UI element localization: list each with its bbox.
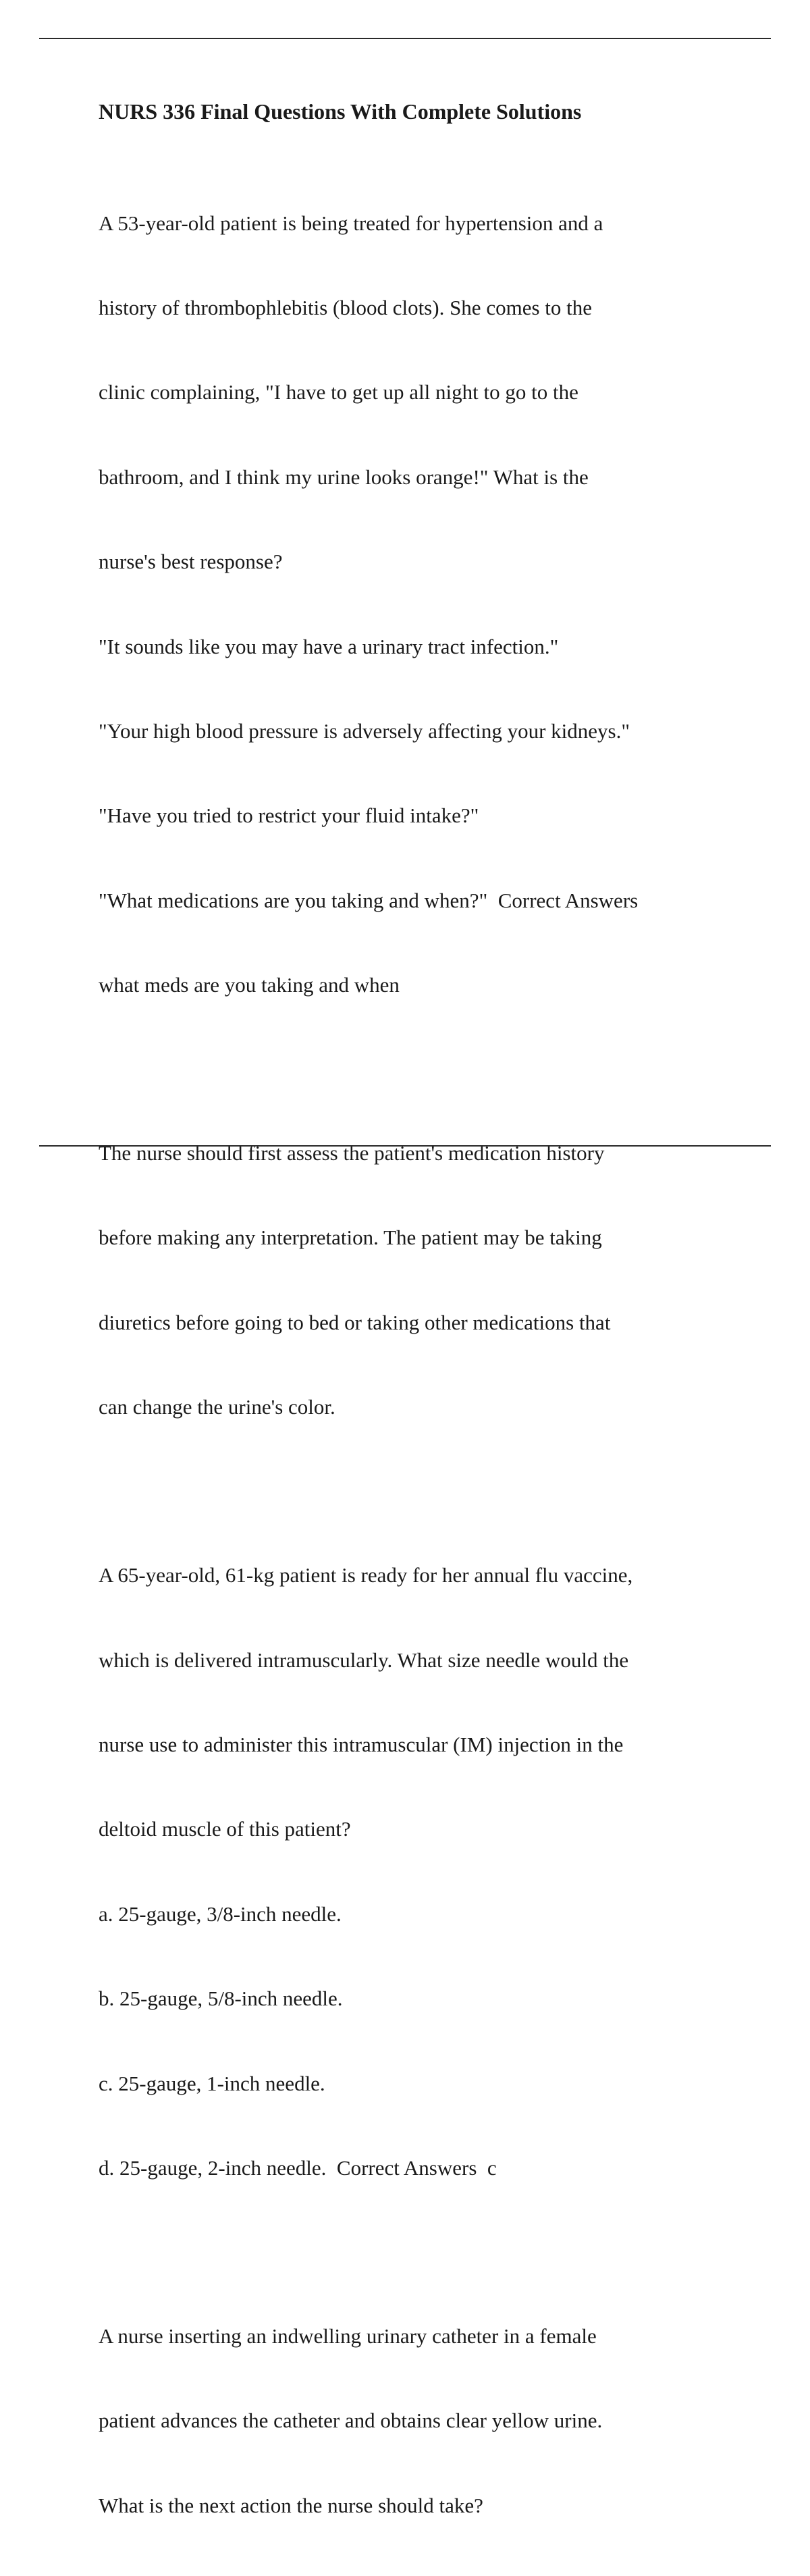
answer-option: a. 25-gauge, 3/8-inch needle. <box>99 1901 342 1926</box>
text-line: A nurse inserting an indwelling urinary catheter in a female <box>99 2323 597 2348</box>
rationale-block <box>99 1083 760 1478</box>
correct-answer: what meds are you taking and when <box>99 973 400 997</box>
document-title: NURS 336 Final Questions With Complete Solutions <box>99 99 582 124</box>
answer-option: "Your high blood pressure is adversely affecting your kidneys." <box>99 718 630 743</box>
answer-option: "It sounds like you may have a urinary tract infection." <box>99 634 559 658</box>
text-line: A 65-year-old, 61-kg patient is ready for her annual flu vaccine, <box>99 1563 633 1587</box>
document-body <box>99 97 760 2576</box>
text-line: which is delivered intramuscularly. What size needle would the <box>99 1648 629 1672</box>
answer-option: d. 25-gauge, 2-inch needle. Correct Answers c <box>99 2155 497 2180</box>
text-line: bathroom, and I think my urine looks orange!" What is the <box>99 465 589 489</box>
question-block-3 <box>99 2265 760 2576</box>
question-block-2 <box>99 1505 760 2239</box>
text-line: nurse's best response? <box>99 550 283 574</box>
text-line: What is the next action the nurse should take? <box>99 2493 483 2517</box>
text-line: clinic complaining, "I have to get up all night to go to the <box>99 380 578 404</box>
answer-option: "What medications are you taking and when?" Correct Answers <box>99 888 639 912</box>
text-line: A 53-year-old patient is being treated for hypertension and a <box>99 211 603 235</box>
text-line: nurse use to administer this intramuscular (IM) injection in the <box>99 1733 624 1757</box>
text-line: history of thrombophlebitis (blood clots). She comes to the <box>99 295 592 319</box>
text-line: deltoid muscle of this patient? <box>99 1817 351 1841</box>
answer-option: b. 25-gauge, 5/8-inch needle. <box>99 1987 343 2011</box>
text-line: The nurse should first assess the patient's medication history <box>99 1141 605 1165</box>
answer-option: c. 25-gauge, 1-inch needle. <box>99 2071 325 2095</box>
top-divider <box>39 38 771 39</box>
answer-option: "Have you tried to restrict your fluid intake?" <box>99 804 479 828</box>
text-line: can change the urine's color. <box>99 1395 335 1419</box>
bottom-divider <box>39 1145 771 1147</box>
question-block-1 <box>99 153 760 1056</box>
text-line: diuretics before going to bed or taking other medications that <box>99 1310 611 1334</box>
text-line: patient advances the catheter and obtains clear yellow urine. <box>99 2409 603 2433</box>
text-line: before making any interpretation. The patient may be taking <box>99 1226 602 1250</box>
